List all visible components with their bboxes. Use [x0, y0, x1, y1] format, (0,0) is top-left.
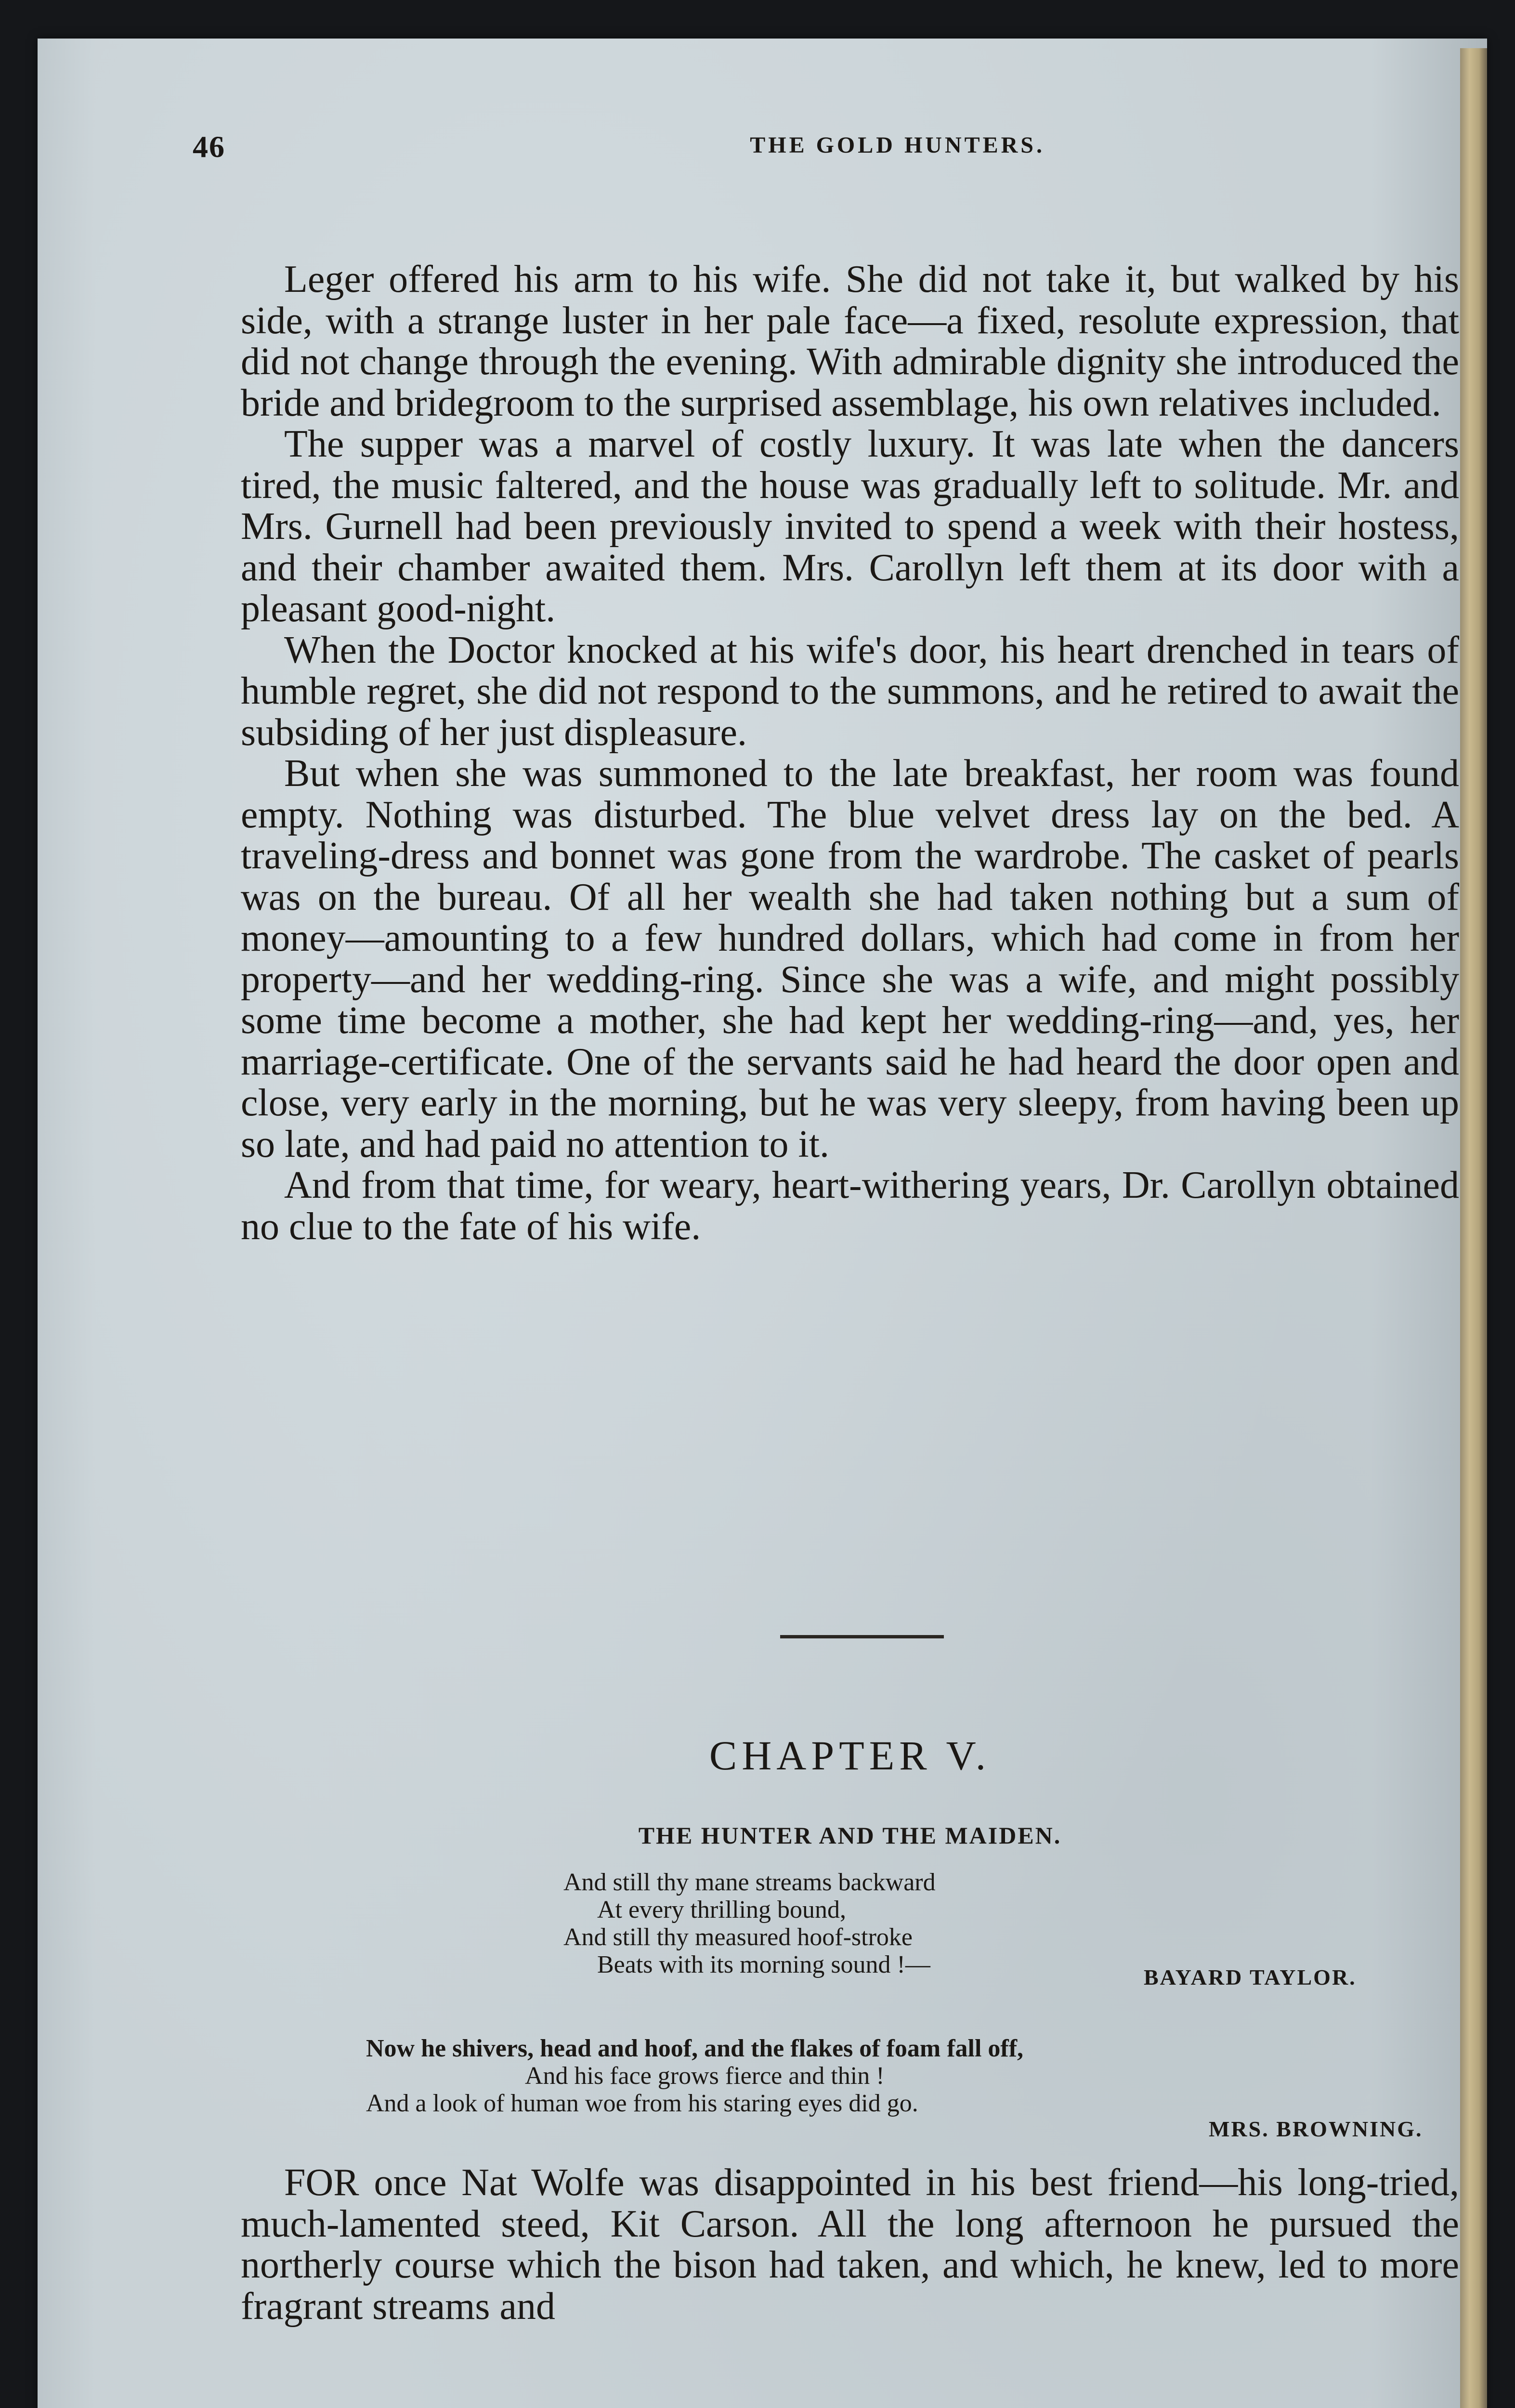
page-number: 46	[193, 130, 225, 164]
epigraph-taylor	[554, 1869, 1440, 1978]
epigraph-line: Beats with its morning sound !—	[597, 1951, 930, 1978]
epigraph-line: And still thy mane streams backward	[563, 1869, 936, 1896]
chapter-subtitle: THE HUNTER AND THE MAIDEN.	[638, 1822, 1062, 1849]
paragraph: FOR once Nat Wolfe was disappointed in his best friend—his long-tried, much-lamented steed, Kit Carson. All the long afternoon he pursued the northerly course which the bison had taken, and which, he knew, led to more fragrant streams and	[241, 2161, 1459, 2328]
running-head	[193, 129, 1445, 177]
epigraph-line: And still thy measured hoof-stroke	[563, 1924, 913, 1951]
epigraph-line: And his face grows fierce and thin !	[525, 2062, 885, 2090]
epigraph-browning	[361, 2035, 1450, 2117]
section-divider	[780, 1635, 944, 1638]
story-text-bottom	[241, 2162, 1459, 2327]
paragraph: When the Doctor knocked at his wife's door, his heart drenched in tears of humble regret, she did not respond to the summons, and he retired to await the subsiding of her just displeasure.	[241, 628, 1459, 754]
epigraph-line: At every thrilling bound,	[597, 1896, 847, 1924]
paragraph: The supper was a marvel of costly luxury. It was late when the dancers tired, the music faltered, and the house was gradually left to solitude. Mr. and Mrs. Gurnell had been previously invited to spend a week with their hostess, and their chamber awaited them. Mrs. Carollyn left them at its door with a pleasant good-night.	[241, 423, 1459, 630]
page-edge	[1460, 48, 1487, 2408]
epigraph-line: Now he shivers, head and hoof, and the flakes of foam fall off,	[366, 2035, 1024, 2062]
story-text-top	[241, 259, 1459, 1247]
paragraph: Leger offered his arm to his wife. She did not take it, but walked by his side, with a strange luster in her pale face—a fixed, resolute expression, that did not change through the evening. With admirable dignity she introduced the bride and bridegroom to the surprised assemblage, his own relatives included.	[241, 258, 1459, 424]
paragraph: And from that time, for weary, heart-withering years, Dr. Carollyn obtained no clue to the fate of his wife.	[241, 1164, 1459, 1248]
paragraph: But when she was summoned to the late breakfast, her room was found empty. Nothing was disturbed. The blue velvet dress lay on the bed. A traveling-dress and bonnet was gone from the wardrobe. The casket of pearls was on the bureau. Of all her wealth she had taken nothing but a sum of money—amounting to a few hundred dollars, which had come in from her property—and her wedding-ring. Since she was a wife, and might possibly some time become a mother, she had kept her wedding-ring—and, yes, her marriage-certificate. One of the servants said he had heard the door open and close, very early in the morning, but he was very sleepy, from having been up so late, and had paid no attention to it.	[241, 752, 1459, 1165]
book-title: THE GOLD HUNTERS.	[750, 132, 1045, 158]
epigraph-attribution: MRS. BROWNING.	[1209, 2117, 1423, 2141]
chapter-title: CHAPTER V.	[709, 1732, 991, 1779]
epigraph-attribution: BAYARD TAYLOR.	[1144, 1965, 1357, 1989]
epigraph-line: And a look of human woe from his staring eyes did go.	[366, 2090, 918, 2117]
